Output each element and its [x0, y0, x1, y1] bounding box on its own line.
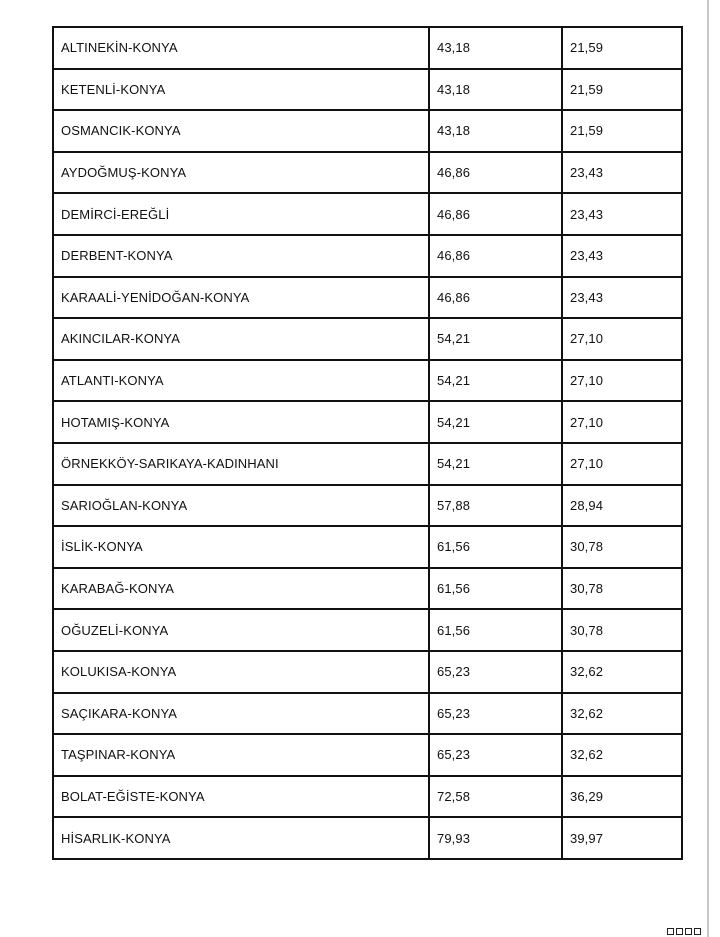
full-fare-cell: 54,21 [429, 443, 562, 485]
full-fare-cell: 65,23 [429, 651, 562, 693]
route-cell: DEMİRCİ-EREĞLİ [53, 193, 429, 235]
table-row [53, 693, 682, 735]
table-row [53, 277, 682, 319]
discount-fare-cell: 21,59 [562, 110, 682, 152]
discount-fare-cell: 32,62 [562, 651, 682, 693]
discount-fare-cell: 30,78 [562, 609, 682, 651]
route-cell: OSMANCIK-KONYA [53, 110, 429, 152]
route-cell: DERBENT-KONYA [53, 235, 429, 277]
discount-fare-cell: 30,78 [562, 526, 682, 568]
discount-fare-cell: 28,94 [562, 485, 682, 527]
full-fare-cell: 46,86 [429, 193, 562, 235]
table-row [53, 651, 682, 693]
discount-fare-cell: 27,10 [562, 318, 682, 360]
table-row [53, 152, 682, 194]
full-fare-cell: 54,21 [429, 401, 562, 443]
full-fare-cell: 57,88 [429, 485, 562, 527]
full-fare-cell: 54,21 [429, 360, 562, 402]
route-cell: İSLİK-KONYA [53, 526, 429, 568]
table-row [53, 193, 682, 235]
table-row [53, 401, 682, 443]
discount-fare-cell: 21,59 [562, 69, 682, 111]
route-cell: AYDOĞMUŞ-KONYA [53, 152, 429, 194]
table-row [53, 110, 682, 152]
discount-fare-cell: 27,10 [562, 360, 682, 402]
route-cell: KOLUKISA-KONYA [53, 651, 429, 693]
discount-fare-cell: 23,43 [562, 152, 682, 194]
full-fare-cell: 65,23 [429, 693, 562, 735]
full-fare-cell: 61,56 [429, 568, 562, 610]
table-row [53, 609, 682, 651]
fare-table-body [53, 27, 682, 859]
full-fare-cell: 43,18 [429, 69, 562, 111]
discount-fare-cell: 39,97 [562, 817, 682, 859]
table-row [53, 817, 682, 859]
route-cell: ÖRNEKKÖY-SARIKAYA-KADINHANI [53, 443, 429, 485]
full-fare-cell: 46,86 [429, 235, 562, 277]
full-fare-cell: 79,93 [429, 817, 562, 859]
discount-fare-cell: 36,29 [562, 776, 682, 818]
full-fare-cell: 46,86 [429, 152, 562, 194]
route-cell: SARIOĞLAN-KONYA [53, 485, 429, 527]
table-row [53, 443, 682, 485]
discount-fare-cell: 23,43 [562, 193, 682, 235]
full-fare-cell: 46,86 [429, 277, 562, 319]
page-edge-shadow [707, 0, 709, 937]
table-row [53, 69, 682, 111]
discount-fare-cell: 27,10 [562, 401, 682, 443]
discount-fare-cell: 32,62 [562, 734, 682, 776]
table-row [53, 568, 682, 610]
route-cell: OĞUZELİ-KONYA [53, 609, 429, 651]
discount-fare-cell: 32,62 [562, 693, 682, 735]
table-row [53, 235, 682, 277]
full-fare-cell: 54,21 [429, 318, 562, 360]
table-row [53, 776, 682, 818]
discount-fare-cell: 21,59 [562, 27, 682, 69]
fare-table [52, 26, 683, 860]
full-fare-cell: 61,56 [429, 609, 562, 651]
full-fare-cell: 43,18 [429, 110, 562, 152]
discount-fare-cell: 23,43 [562, 235, 682, 277]
discount-fare-cell: 27,10 [562, 443, 682, 485]
route-cell: HOTAMIŞ-KONYA [53, 401, 429, 443]
discount-fare-cell: 23,43 [562, 277, 682, 319]
route-cell: AKINCILAR-KONYA [53, 318, 429, 360]
full-fare-cell: 61,56 [429, 526, 562, 568]
discount-fare-cell: 30,78 [562, 568, 682, 610]
route-cell: KETENLİ-KONYA [53, 69, 429, 111]
table-row [53, 734, 682, 776]
full-fare-cell: 65,23 [429, 734, 562, 776]
route-cell: KARAALİ-YENİDOĞAN-KONYA [53, 277, 429, 319]
route-cell: ALTINEKİN-KONYA [53, 27, 429, 69]
table-row [53, 27, 682, 69]
table-row [53, 360, 682, 402]
route-cell: KARABAĞ-KONYA [53, 568, 429, 610]
table-row [53, 526, 682, 568]
route-cell: HİSARLIK-KONYA [53, 817, 429, 859]
table-row [53, 485, 682, 527]
route-cell: ATLANTI-KONYA [53, 360, 429, 402]
route-cell: SAÇIKARA-KONYA [53, 693, 429, 735]
route-cell: TAŞPINAR-KONYA [53, 734, 429, 776]
table-row [53, 318, 682, 360]
qr-code-icon [667, 928, 703, 937]
full-fare-cell: 43,18 [429, 27, 562, 69]
route-cell: BOLAT-EĞİSTE-KONYA [53, 776, 429, 818]
full-fare-cell: 72,58 [429, 776, 562, 818]
